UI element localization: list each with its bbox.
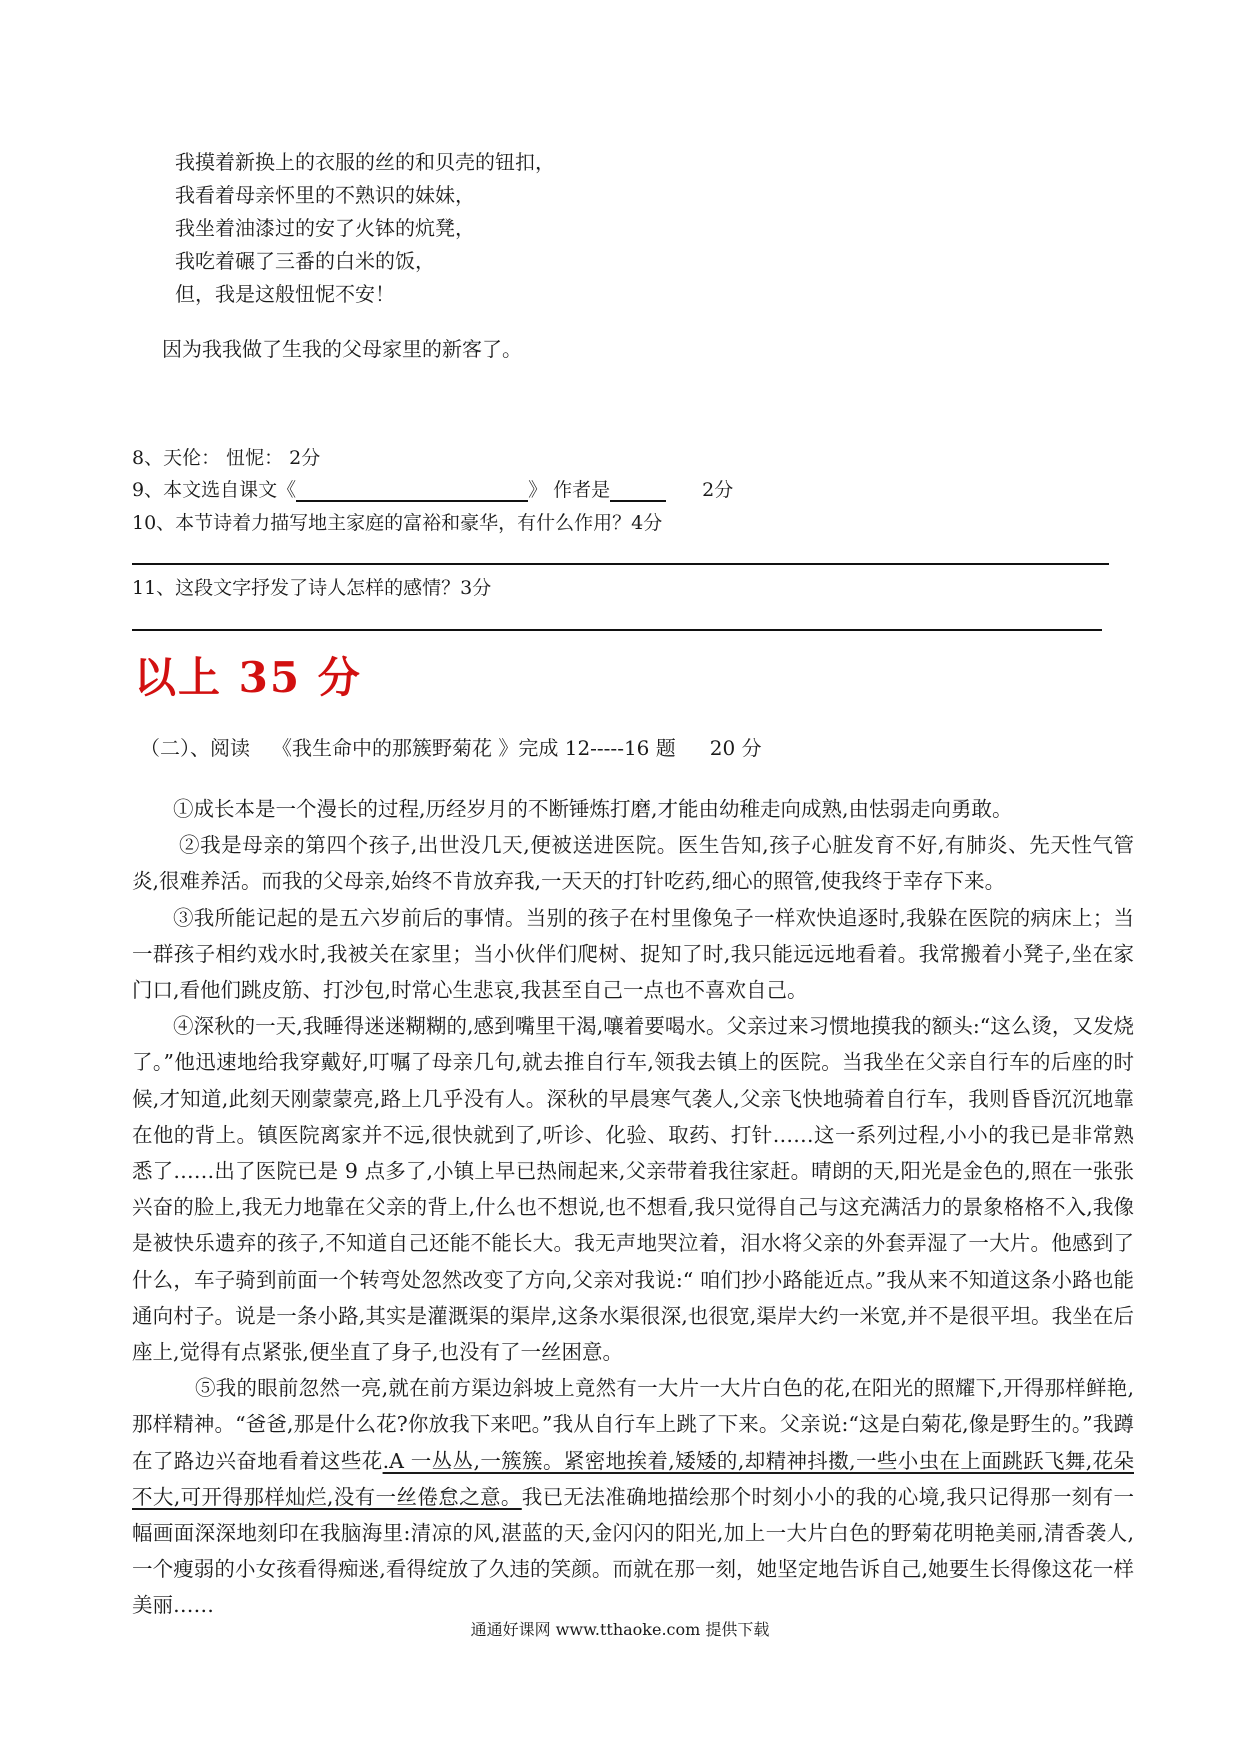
answer-line-q11[interactable] — [132, 629, 1102, 631]
question-8: 8、天伦： 忸怩： 2分 — [132, 447, 321, 469]
paragraph-4: ④深秋的一天,我睡得迷迷糊糊的,感到嘴里干渴,嚷着要喝水。父亲过来习惯地摸我的额头:“这么烫，又发烧了。”他迅速地给我穿戴好,叮嘱了母亲几句,就去推自行车,领我去镇上的医院。当我坐在父亲自行车的后座的时候,才知道,此刻天刚蒙蒙亮,路上几乎没有人。深秋的早晨寒气袭人,父亲飞快地骑着自行车，我则昏昏沉沉地靠在他的背上。镇医院离家并不远,很快就到了,听诊、化验、取药、打针……这一系列过程,小小的我已是非常熟悉了……出了医院已是 9 点多了,小镇上早已热闹起来,父亲带着我往家赶。晴朗的天,阳光是金色的,照在一张张兴奋的脸上,我无力地靠在父亲的背上,什么也不想说,也不想看,我只觉得自己与这充满活力的景象格格不入,我像是被快乐遗弃的孩子,不知道自己还能不能长大。我无声地哭泣着，泪水将父亲的外套弄湿了一大片。他感到了什么，车子骑到前面一个转弯处忽然改变了方向,父亲对我说:“ 咱们抄小路能近点。”我从来不知道这条小路也能通向村子。说是一条小路,其实是灌溉渠的渠岸,这条水渠很深,也很宽,渠岸大约一米宽,并不是很平坦。我坐在后座上,觉得有点紧张,便坐直了身子,也没有了一丝困意。 — [132, 1014, 1134, 1365]
answer-line-q10[interactable] — [132, 563, 1109, 565]
poem-line: 我摸着新换上的衣服的丝的和贝壳的钮扣， — [175, 150, 555, 174]
question-11: 11、这段文字抒发了诗人怎样的感情？3分 — [132, 577, 492, 599]
poem-line: 我吃着碾了三番的白米的饭， — [175, 249, 435, 273]
question-9-points: 2分 — [702, 479, 734, 501]
poem-closing-line: 因为我我做了生我的父母家里的新客了。 — [162, 337, 522, 361]
underlined-sentence-a: .A 一丛丛,一簇簇。紧密地挨着,矮矮的,却精神抖擞,一些小虫在上面跳跃飞舞,花朵不大,可开得那样灿烂,没有一丝倦怠之意。 — [132, 1448, 1134, 1509]
section-points: 20 分 — [709, 736, 762, 760]
paragraph-5-rest: 我已无法准确地描绘那个时刻小小的我的心境,我只记得那一刻有一幅画面深深地刻印在我脑海里:清凉的风,湛蓝的天,金闪闪的阳光,加上一大片白色的野菊花明艳美丽,清香袭人,一个瘦弱的小女孩看得痴迷,看得绽放了久违的笑颜。而就在那一刻，她坚定地告诉自己,她要生长得像这花一样美丽…… — [132, 1484, 1134, 1618]
score-stamp: 以上 35 分 — [134, 653, 362, 702]
poem-line: 我看着母亲怀里的不熟识的妹妹， — [175, 183, 475, 207]
poem-line: 但，我是这般忸怩不安！ — [175, 282, 395, 306]
page-footer: 通通好课网 www.tthaoke.com 提供下载 — [470, 1620, 770, 1639]
paragraph-1: ①成长本是一个漫长的过程,历经岁月的不断锤炼打磨,才能由幼稚走向成熟,由怯弱走向勇敢。 — [173, 797, 1013, 821]
paragraph-5 — [132, 1370, 1134, 1623]
title-answer-blank[interactable] — [296, 478, 528, 502]
section-title: 《我生命中的那簇野菊花 》完成 12-----16 题 — [272, 736, 676, 760]
paragraph-5-text: ⑤我的眼前忽然一亮,就在前方渠边斜坡上竟然有一大片一大片白色的花,在阳光的照耀下,开得那样鲜艳,那样精神。“爸爸,那是什么花?你放我下来吧。”我从自行车上跳了下来。父亲说:“这是白菊花,像是野生的。”我蹲在了路边兴奋地看着这些花 — [132, 1376, 1134, 1473]
poem-excerpt — [175, 146, 555, 311]
poem-line: 我坐着油漆过的安了火钵的炕凳， — [175, 216, 475, 240]
question-10: 10、本节诗着力描写地主家庭的富裕和豪华，有什么作用？4分 — [132, 512, 663, 534]
author-answer-blank[interactable] — [610, 478, 666, 502]
question-9 — [132, 475, 733, 502]
question-9-prefix: 9、本文选自课文《 — [132, 479, 297, 501]
paragraph-2: ②我是母亲的第四个孩子,出世没几天,便被送进医院。医生告知,孩子心脏发育不好,有肺炎、先天性气管炎,很难养活。而我的父母亲,始终不肯放弃我,一天天的打针吃药,细心的照管,使我终于幸存下来。 — [132, 833, 1134, 894]
section-label: （二）、阅读 — [140, 736, 250, 760]
question-9-middle: 》 作者是 — [528, 479, 611, 501]
paragraph-3: ③我所能记起的是五六岁前后的事情。当别的孩子在村里像兔子一样欢快追逐时,我躲在医院的病床上；当一群孩子相约戏水时,我被关在家里；当小伙伴们爬树、捉知了时,我只能远远地看着。我常搬着小凳子,坐在家门口,看他们跳皮筋、打沙包,时常心生悲哀,我甚至自己一点也不喜欢自己。 — [132, 905, 1134, 1003]
reading-article — [132, 791, 1134, 1624]
section-heading — [140, 732, 762, 761]
